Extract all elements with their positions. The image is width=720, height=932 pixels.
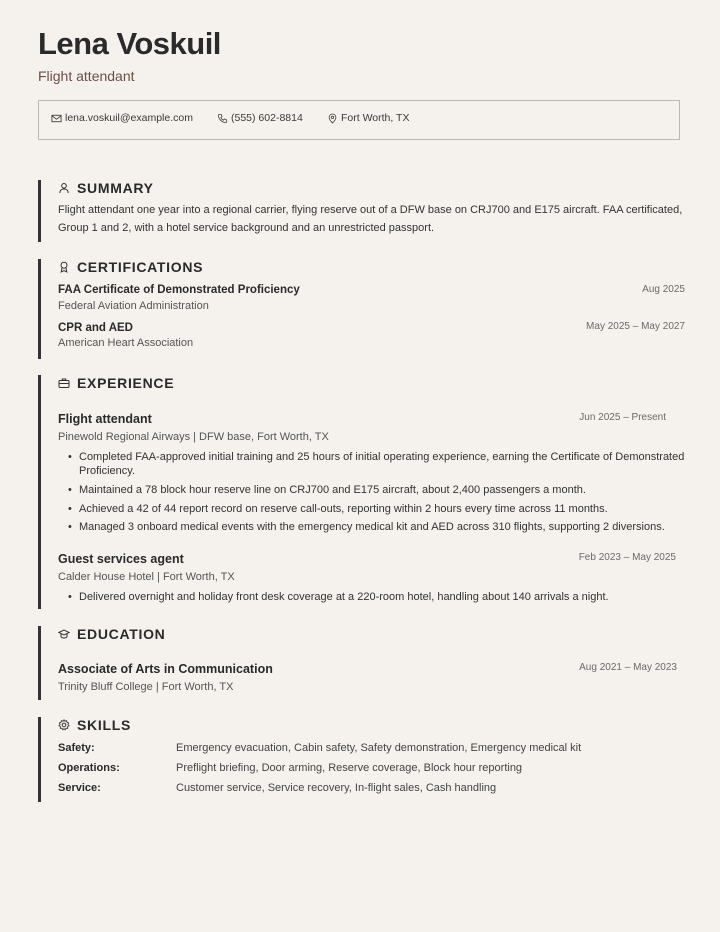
summary-section bbox=[38, 180, 685, 242]
job-role: Flight attendant bbox=[58, 412, 152, 426]
briefcase-icon bbox=[58, 377, 70, 389]
certifications-heading bbox=[58, 259, 203, 275]
job-date: Jun 2025 – Present bbox=[579, 412, 666, 423]
phone-icon bbox=[217, 113, 228, 124]
contact-email[interactable] bbox=[51, 112, 193, 124]
skills-heading bbox=[58, 717, 131, 733]
cert-date: Aug 2025 bbox=[642, 284, 685, 295]
map-pin-icon bbox=[327, 113, 338, 124]
user-icon bbox=[58, 182, 70, 194]
job-org: Calder House Hotel | Fort Worth, TX bbox=[58, 571, 235, 583]
job-role: Guest services agent bbox=[58, 552, 184, 566]
certifications-title: CERTIFICATIONS bbox=[77, 259, 204, 275]
skill-label: Service: bbox=[58, 782, 101, 794]
experience-section bbox=[38, 375, 685, 609]
school-name: Trinity Bluff College | Fort Worth, TX bbox=[58, 681, 234, 693]
skills-section bbox=[38, 717, 685, 802]
job-bullet: • Maintained a 78 block hour reserve line on CRJ700 and E175 aircraft, about 2,400 passengers a month. bbox=[68, 483, 686, 497]
job-bullet: • Achieved a 42 of 44 report record on reserve call-outs, reporting within 2 hours every time across 11 months. bbox=[68, 502, 686, 516]
job-bullet: • Managed 3 onboard medical events with the emergency medical kit and AED across 310 flights, supporting 2 diversions. bbox=[68, 520, 686, 534]
gear-icon bbox=[58, 719, 70, 731]
skill-value: Customer service, Service recovery, In-flight sales, Cash handling bbox=[176, 782, 497, 794]
education-heading bbox=[58, 626, 165, 642]
experience-heading bbox=[58, 375, 174, 391]
skill-label: Safety: bbox=[58, 742, 95, 754]
skill-label: Operations: bbox=[58, 762, 120, 774]
contact-phone[interactable] bbox=[217, 112, 303, 124]
cert-name: CPR and AED bbox=[58, 322, 133, 334]
summary-title: SUMMARY bbox=[77, 180, 154, 196]
contact-location bbox=[327, 112, 409, 124]
certifications-section bbox=[38, 259, 685, 359]
job-bullet: • Completed FAA-approved initial training and 25 hours of initial operating experience, earning the Certificate of Demonstrated Proficiency. bbox=[68, 450, 686, 478]
mail-icon bbox=[51, 113, 62, 124]
location-text: Fort Worth, TX bbox=[341, 112, 410, 124]
experience-title: EXPERIENCE bbox=[77, 375, 175, 391]
job-date: Feb 2023 – May 2025 bbox=[578, 552, 676, 563]
job-org: Pinewold Regional Airways | DFW base, Fort Worth, TX bbox=[58, 431, 329, 443]
phone-text: (555) 602-8814 bbox=[231, 112, 303, 124]
skills-title: SKILLS bbox=[77, 717, 131, 733]
email-text: lena.voskuil@example.com bbox=[65, 112, 193, 124]
cert-name: FAA Certificate of Demonstrated Proficiency bbox=[58, 284, 300, 296]
award-icon bbox=[58, 261, 70, 273]
education-title: EDUCATION bbox=[77, 626, 166, 642]
candidate-name: Lena Voskuil bbox=[38, 26, 221, 61]
summary-text: Flight attendant one year into a regional carrier, flying reserve out of a DFW base on CRJ700 and E175 aircraft. FAA certificated, Group 1 and 2, with a hotel service background and an unrestricted passport. bbox=[58, 204, 683, 234]
graduation-cap-icon bbox=[58, 628, 70, 640]
skill-value: Preflight briefing, Door arming, Reserve coverage, Block hour reporting bbox=[176, 762, 523, 774]
skill-value: Emergency evacuation, Cabin safety, Safety demonstration, Emergency medical kit bbox=[176, 742, 582, 754]
education-date: Aug 2021 – May 2023 bbox=[579, 662, 677, 673]
summary-heading bbox=[58, 180, 154, 196]
contact-box bbox=[38, 100, 680, 140]
education-section bbox=[38, 626, 685, 700]
job-bullet: • Delivered overnight and holiday front desk coverage at a 220-room hotel, handling about 140 arrivals a night. bbox=[68, 590, 686, 604]
cert-issuer: Federal Aviation Administration bbox=[58, 300, 209, 312]
cert-issuer: American Heart Association bbox=[58, 337, 194, 349]
degree-name: Associate of Arts in Communication bbox=[58, 662, 273, 676]
candidate-title: Flight attendant bbox=[38, 68, 135, 84]
cert-date: May 2025 – May 2027 bbox=[586, 321, 685, 332]
